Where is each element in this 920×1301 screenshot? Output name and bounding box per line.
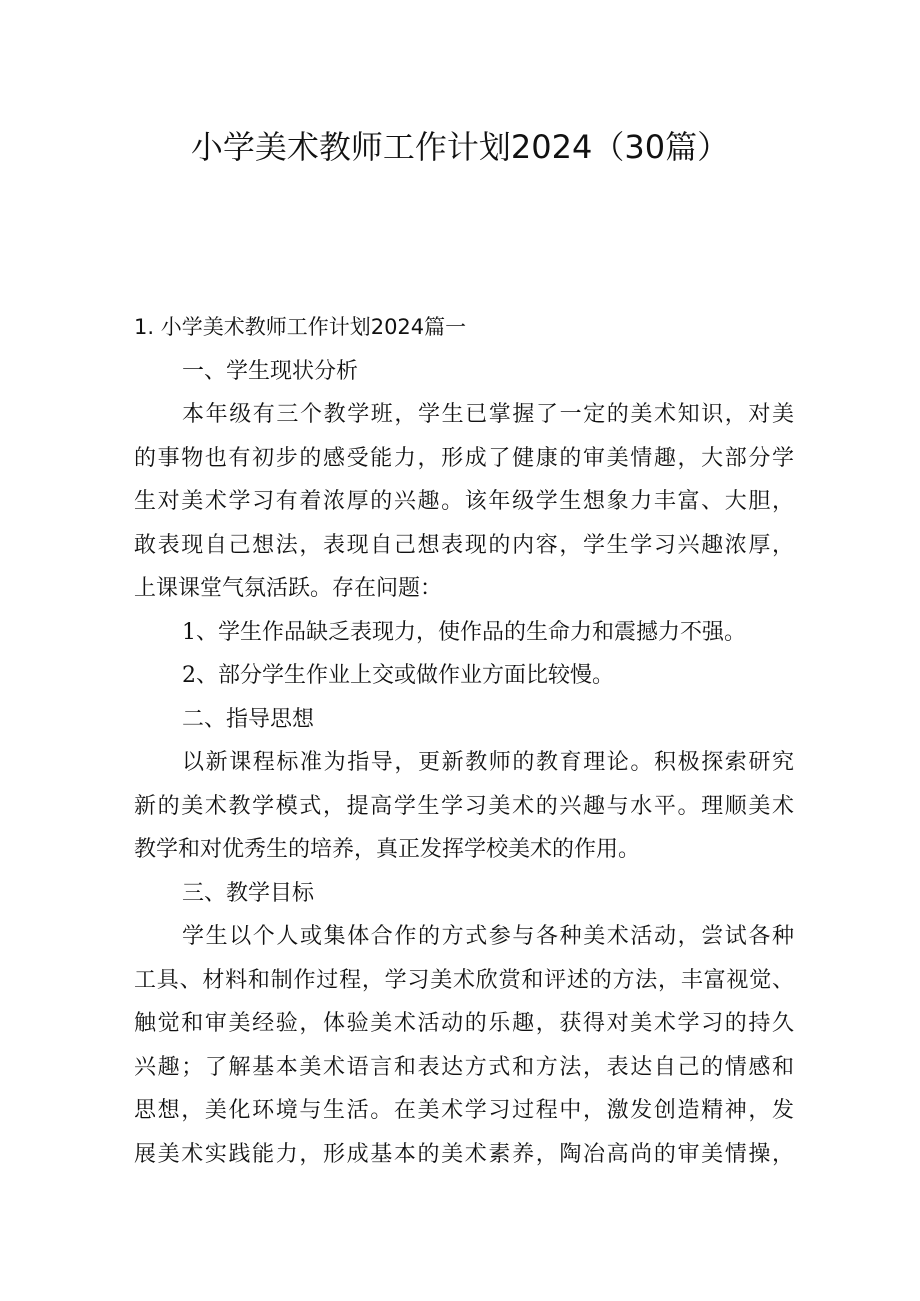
paragraph-line: 上课课堂气氛活跃。存在问题：: [134, 576, 443, 601]
list-item-1: 1、学生作品缺乏表现力，使作品的生命力和震撼力不强。: [182, 619, 746, 645]
subheading-guiding-ideology: 二、指导思想: [182, 706, 315, 732]
paragraph-line: 工具、材料和制作过程，学习美术欣赏和评述的方法，丰富视觉、: [134, 967, 794, 993]
document-body: [134, 306, 794, 1176]
section-heading-1: 1. 小学美术教师工作计划2024篇一: [134, 315, 467, 339]
list-item-2: 2、部分学生作业上交或做作业方面比较慢。: [182, 663, 614, 688]
paragraph-line: 触觉和审美经验，体验美术活动的乐趣，获得对美术学习的持久: [134, 1011, 794, 1036]
paragraph-line: 生对美术学习有着浓厚的兴趣。该年级学生想象力丰富、大胆，: [134, 489, 794, 514]
paragraph-line: 兴趣；了解基本美术语言和表达方式和方法，表达自己的情感和: [134, 1054, 794, 1080]
paragraph-line: 思想，美化环境与生活。在美术学习过程中，激发创造精神，发: [134, 1098, 794, 1123]
paragraph-line: 展美术实践能力，形成基本的美术素养，陶冶高尚的审美情操，: [134, 1141, 794, 1167]
paragraph-line: 新的美术教学模式，提高学生学习美术的兴趣与水平。理顺美术: [134, 793, 794, 819]
subheading-teaching-goals: 三、教学目标: [182, 880, 315, 906]
paragraph-line: 以新课程标准为指导，更新教师的教育理论。积极探索研究: [182, 750, 794, 775]
paragraph-line: 本年级有三个教学班，学生已掌握了一定的美术知识，对美: [182, 402, 794, 427]
paragraph-line: 教学和对优秀生的培养，真正发挥学校美术的作用。: [134, 837, 641, 862]
paragraph-line: 的事物也有初步的感受能力，形成了健康的审美情趣，大部分学: [134, 445, 794, 471]
document-title: 小学美术教师工作计划2024（30篇）: [190, 128, 730, 166]
paragraph-line: 敢表现自己想法，表现自己想表现的内容，学生学习兴趣浓厚，: [134, 532, 794, 558]
paragraph-line: 学生以个人或集体合作的方式参与各种美术活动，尝试各种: [182, 924, 794, 949]
subheading-student-status: 一、学生现状分析: [182, 358, 359, 384]
